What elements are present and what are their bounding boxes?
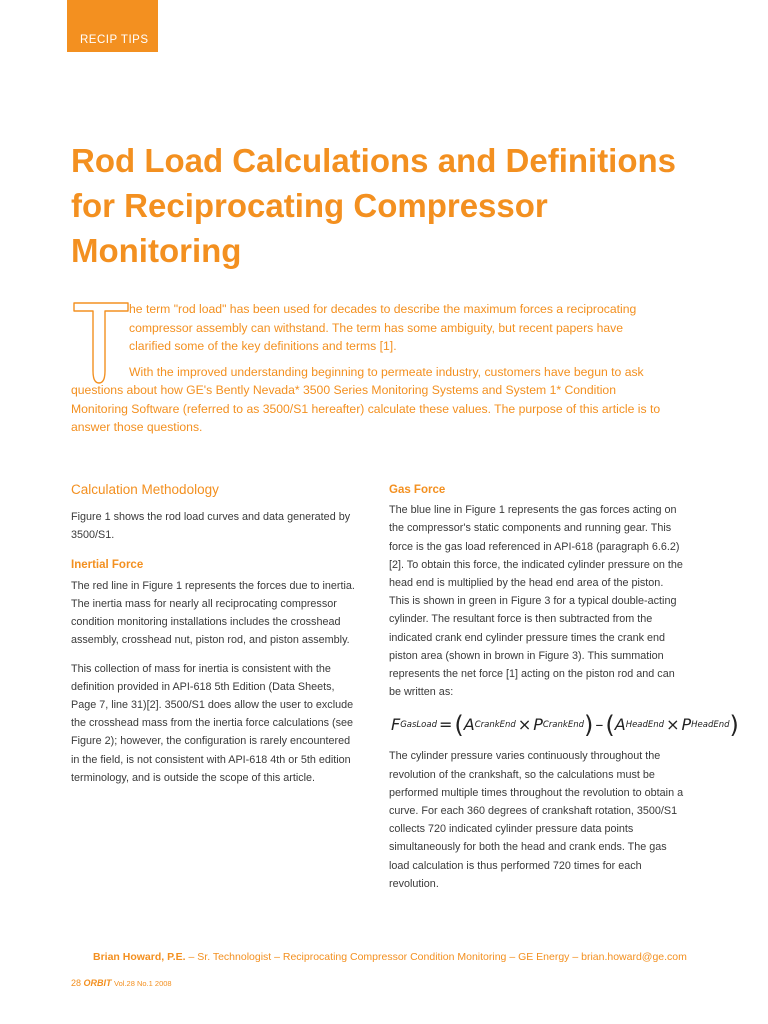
gas-load-formula bbox=[391, 705, 739, 745]
formula-paren: ) bbox=[583, 711, 594, 740]
magazine-name: ORBIT bbox=[83, 978, 112, 988]
article-title: Rod Load Calculations and Definitions for Reciprocating Compressor Monitoring bbox=[71, 142, 677, 269]
formula-symbol: P bbox=[681, 715, 692, 735]
formula-operator: – bbox=[595, 715, 604, 735]
author-details: – Sr. Technologist – Reciprocating Compressor Condition Monitoring – GE Energy – brian.howard@ge.com bbox=[185, 951, 687, 963]
formula-paren: ) bbox=[729, 711, 739, 740]
paragraph: The blue line in Figure 1 represents the gas forces acting on the compressor's static components and running gear. This force is the gas load referenced in API-618 (paragraph 6.6.2)[2]. To obtain this force, the indicated cylinder pressure on the head end is multiplied by the head end area of the piston. This is shown in green in Figure 3 for a typical double-acting cylinder. The resultant force is then subtracted from the indicated crank end cylinder pressure times the crank end piston area (shown in brown in Figure 3). This summation represents the net force [1] acting on the piston rod and can be written as: bbox=[389, 504, 683, 699]
section-tag bbox=[67, 0, 158, 52]
paragraph: Figure 1 shows the rod load curves and data generated by 3500/S1. bbox=[71, 511, 351, 542]
section-heading-calculation-methodology: Calculation Methodology bbox=[71, 482, 219, 497]
subheading-gas-force: Gas Force bbox=[389, 484, 446, 496]
formula-subscript: HeadEnd bbox=[691, 720, 730, 731]
formula-paren: ( bbox=[454, 711, 464, 740]
intro bbox=[71, 300, 667, 437]
formula-subscript: CrankEnd bbox=[474, 720, 516, 731]
formula-operator: × bbox=[666, 715, 680, 735]
author-name: Brian Howard, P.E. bbox=[93, 951, 186, 963]
subheading-inertial-force: Inertial Force bbox=[71, 558, 144, 571]
intro-paragraph-2: With the improved understanding beginning to permeate industry, customers have begun to ask questions about how GE's Bently Nevada* 3500 Series Monitoring Systems and System 1* Condition Monitoring Software (referred to as 3500/S1 hereafter) calculate these values. The purpose of this article is to answer those questions. bbox=[71, 364, 661, 434]
left-column bbox=[71, 481, 361, 787]
right-column bbox=[389, 481, 739, 893]
intro-paragraph-1: he term "rod load" has been used for decades to describe the maximum forces a reciprocating compressor assembly can withstand. The term has some ambiguity, but recent papers have clarified some of the key definitions and terms [1]. bbox=[129, 302, 637, 353]
author-credit bbox=[93, 951, 687, 963]
paragraph: The red line in Figure 1 represents the forces due to inertia. The inertia mass for nearly all reciprocating compressor condition monitoring installations includes the crosshead assembly, crosshead nut, piston rod, and piston assembly. bbox=[71, 579, 355, 647]
page-number: 28 bbox=[71, 978, 82, 988]
formula-symbol: P bbox=[533, 715, 543, 735]
page-folio bbox=[71, 978, 172, 988]
formula-paren: ( bbox=[605, 711, 615, 740]
formula-operator: × bbox=[517, 715, 532, 735]
formula-symbol: A bbox=[463, 715, 475, 735]
issue-info: Vol.28 No.1 2008 bbox=[114, 979, 172, 988]
section-tag-label: RECIP TIPS bbox=[80, 34, 149, 46]
paragraph: This collection of mass for inertia is consistent with the definition provided in API-618 5th Edition (Data Sheets, Page 7, line 31)[2]. 3500/S1 does allow the user to exclude the crosshead mass from the inertia force calculations (see Figure 2); however, the configuration is rarely encountered in the field, is not consistent with API-618 4th or 5th edition terminology, and is outside the scope of this article. bbox=[71, 662, 354, 784]
formula-symbol: A bbox=[614, 715, 626, 735]
formula-subscript: GasLoad bbox=[400, 720, 437, 731]
formula-operator: = bbox=[438, 715, 453, 735]
formula-symbol: F bbox=[391, 715, 401, 735]
paragraph: The cylinder pressure varies continuously throughout the revolution of the crankshaft, so the calculations must be performed multiple times throughout the revolution to obtain a curve. For each 360 degrees of crankshaft rotation, 3500/S1 collects 720 indicated cylinder pressure data points simultaneously for both the head and crank ends. The gas load calculation is thus performed 720 times for each revolution. bbox=[389, 750, 684, 890]
formula-subscript: HeadEnd bbox=[625, 720, 665, 731]
formula-subscript: CrankEnd bbox=[542, 720, 584, 731]
